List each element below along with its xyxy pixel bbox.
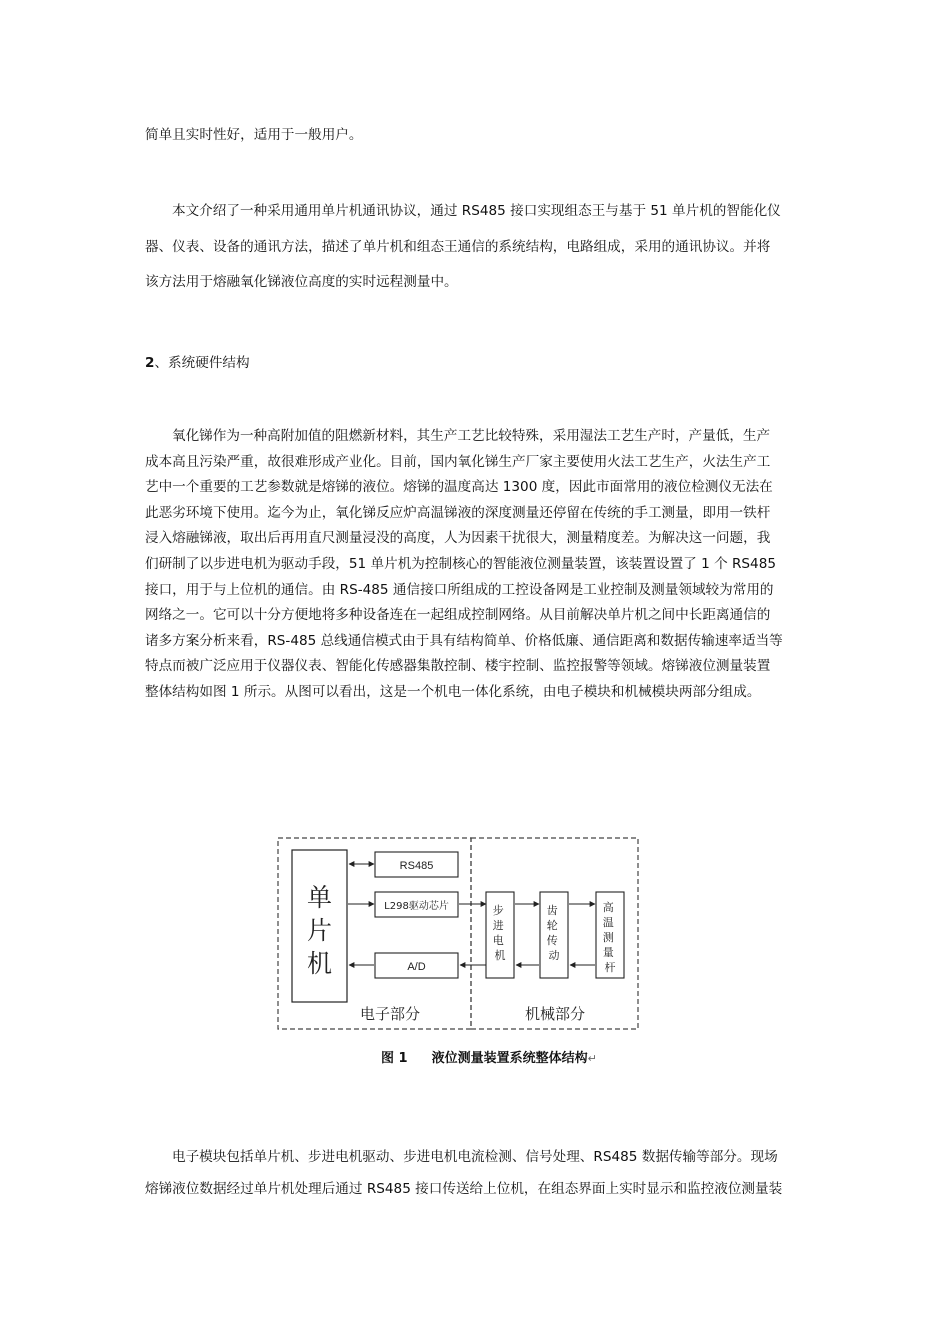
figure-number: 图 1 [381, 1051, 408, 1066]
text-line: 器、仪表、设备的通讯方法，描述了单片机和组态王通信的系统结构，电路组成，采用的通讯协议。并将 [145, 238, 771, 255]
text-line: 氧化锑作为一种高附加值的阻燃新材料，其生产工艺比较特殊，采用湿法工艺生产时，产量低，生产 [172, 428, 771, 444]
text-line: 网络之一。它可以十分方便地将多种设备连在一起组成控制网络。从目前解决单片机之间中长距离通信的 [145, 607, 771, 624]
text-line: 们研制了以步进电机为驱动手段，51 单片机为控制核心的智能液位测量装置，该装置设置了 1 个 RS485 [145, 555, 776, 572]
text-line: 此恶劣环境下使用。迄今为止，氧化锑反应炉高温锑液的深度测量还停留在传统的手工测量，即用一铁杆 [145, 504, 771, 521]
rs485-label: RS485 [399, 860, 434, 872]
text-line: 简单且实时性好，适用于一般用户。 [145, 127, 363, 143]
mechanical-section-label: 机械部分 [524, 1005, 586, 1023]
text-line: 浸入熔融锑液，取出后再用直尺测量浸没的高度，人为因素干扰很大，测量精度差。为解决这一问题，我 [145, 530, 771, 547]
paragraph-electronic-module [145, 1145, 810, 1202]
section-heading [145, 351, 250, 371]
text-line: 诸多方案分析来看，RS-485 总线通信模式由于具有结构简单、价格低廉、通信距离和数据传输速率适当等 [145, 632, 783, 649]
section-title: 、系统硬件结构 [154, 355, 250, 371]
text-line: 整体结构如图 1 所示。从图可以看出，这是一个机电一体化系统，由电子模块和机械模块两部分组成。 [145, 683, 761, 700]
motor-label: 步 进 电 机 [492, 904, 506, 962]
driver-label: L298驱动芯片 [384, 901, 449, 912]
text-line: 该方法用于熔融氧化锑液位高度的实时远程测量中。 [145, 274, 458, 291]
text-line: 特点而被广泛应用于仪器仪表、智能化传感器集散控制、楼宇控制、监控报警等领域。熔锑液位测量装置 [145, 658, 771, 675]
paragraph-continuation [145, 123, 810, 149]
paragraph-introduction [145, 199, 810, 296]
text-line: 成本高且污染严重，故很难形成产业化。目前，国内氧化锑生产厂家主要使用火法工艺生产，火法生产工 [145, 453, 771, 470]
text-line: 艺中一个重要的工艺参数就是熔锑的液位。熔锑的温度高达 1300 度，因此市面常用的液位检测仪无法在 [145, 479, 773, 496]
mcu-char: 机 [307, 949, 333, 978]
text-line: 电子模块包括单片机、步进电机驱动、步进电机电流检测、信号处理、RS485 数据传输等部分。现场 [172, 1149, 778, 1165]
paragraph-hardware [145, 424, 810, 706]
gear-label: 齿 轮 传 动 [546, 904, 560, 962]
rod-label: 高 温 测 量 杆 [602, 901, 616, 974]
text-line: 本文介绍了一种采用通用单片机通讯协议，通过 RS485 接口实现组态王与基于 51 单片机的智能化仪 [172, 203, 781, 219]
text-line: 接口，用于与上位机的通信。由 RS-485 通信接口所组成的工控设备网是工业控制及测量领域较为常用的 [145, 581, 774, 598]
electronic-section-label: 电子部分 [359, 1005, 421, 1023]
section-number: 2 [145, 355, 155, 371]
ad-label: A/D [407, 961, 426, 973]
return-mark: ↵ [587, 1052, 597, 1065]
mcu-char: 单 [307, 883, 333, 912]
mcu-char: 片 [307, 916, 333, 945]
text-line: 熔锑液位数据经过单片机处理后通过 RS485 接口传送给上位机，在组态界面上实时显示和监控液位测量装 [145, 1180, 783, 1197]
figure-title: 液位测量装置系统整体结构 [431, 1051, 588, 1066]
system-structure-diagram [270, 832, 650, 1034]
figure-caption [381, 1047, 597, 1066]
